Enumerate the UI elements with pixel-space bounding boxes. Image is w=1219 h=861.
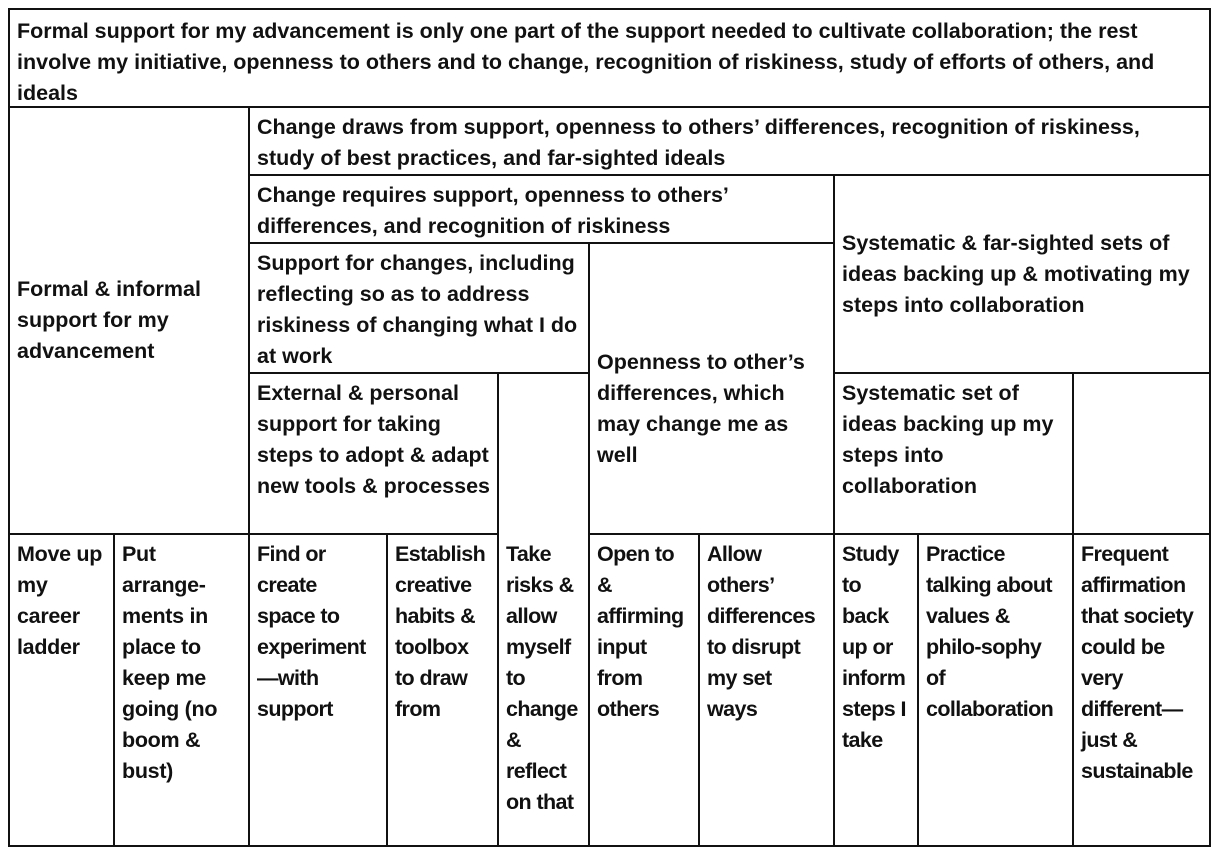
leaf-establish <box>386 533 499 847</box>
change-requires-box <box>248 174 835 244</box>
leaf-study <box>833 533 919 847</box>
formal-support-text: Formal & informal support for my advancement <box>17 277 201 363</box>
leaf-allow-others <box>698 533 835 847</box>
leaf-put-arrangements <box>113 533 250 847</box>
change-requires-text: Change requires support, openness to others’ differences, and recognition of riskiness <box>257 183 728 238</box>
leaf-move-up <box>8 533 115 847</box>
leaf-move-up-text: Move up my career ladder <box>17 542 103 659</box>
leaf-put-arrangements-text: Put arrange-ments in place to keep me going (no boom & bust) <box>122 542 218 783</box>
leaf-practice-text: Practice talking about values & philo-sophy of collaboration <box>926 542 1054 721</box>
change-draws-box <box>248 106 1211 176</box>
support-changes-text: Support for changes, including reflecting so as to address riskiness of changing what I do at work <box>257 251 578 368</box>
top-summary-text: Formal support for my advancement is only one part of the support needed to cultivate collaboration; the rest involve my initiative, openness to others and to change, recognition of riskiness, study of efforts of others, and ideals <box>17 19 1155 105</box>
external-support-box <box>248 372 499 535</box>
change-draws-text: Change draws from support, openness to others’ differences, recognition of riskiness, study of best practices, and far-sighted ideals <box>257 115 1140 170</box>
support-changes-box <box>248 242 590 374</box>
formal-support-box <box>8 106 250 535</box>
top-summary-box <box>8 8 1211 108</box>
systematic-set-box <box>833 372 1074 535</box>
systematic-far-sighted-text: Systematic & far-sighted sets of ideas backing up & motivating my steps into collaboration <box>842 230 1190 317</box>
leaf-establish-text: Establish creative habits & toolbox to draw from <box>395 542 486 721</box>
systematic-set-text: Systematic set of ideas backing up my steps into collaboration <box>842 381 1054 498</box>
leaf-open-to <box>588 533 700 847</box>
leaf-frequent <box>1072 533 1211 847</box>
openness-box <box>588 242 835 535</box>
leaf-find-space <box>248 533 388 847</box>
leaf-allow-others-text: Allow others’ differences to disrupt my set ways <box>707 542 816 721</box>
leaf-take-risks-text: Take risks & allow myself to change & reflect on that <box>506 542 578 814</box>
external-support-text: External & personal support for taking steps to adopt & adapt new tools & processes <box>257 381 490 498</box>
leaf-study-text: Study to back up or inform steps I take <box>842 542 906 752</box>
leaf-frequent-text: Frequent affirmation that society could be very different—just & sustainable <box>1081 542 1194 783</box>
leaf-find-space-text: Find or create space to experiment —with support <box>257 542 366 721</box>
systematic-far-sighted-box <box>833 174 1211 374</box>
leaf-practice <box>917 533 1074 847</box>
openness-text: Openness to other’s differences, which may change me as well <box>597 349 805 467</box>
leaf-take-risks <box>497 372 590 847</box>
right-spacer-box <box>1072 372 1211 535</box>
leaf-open-to-text: Open to & affirming input from others <box>597 542 684 721</box>
